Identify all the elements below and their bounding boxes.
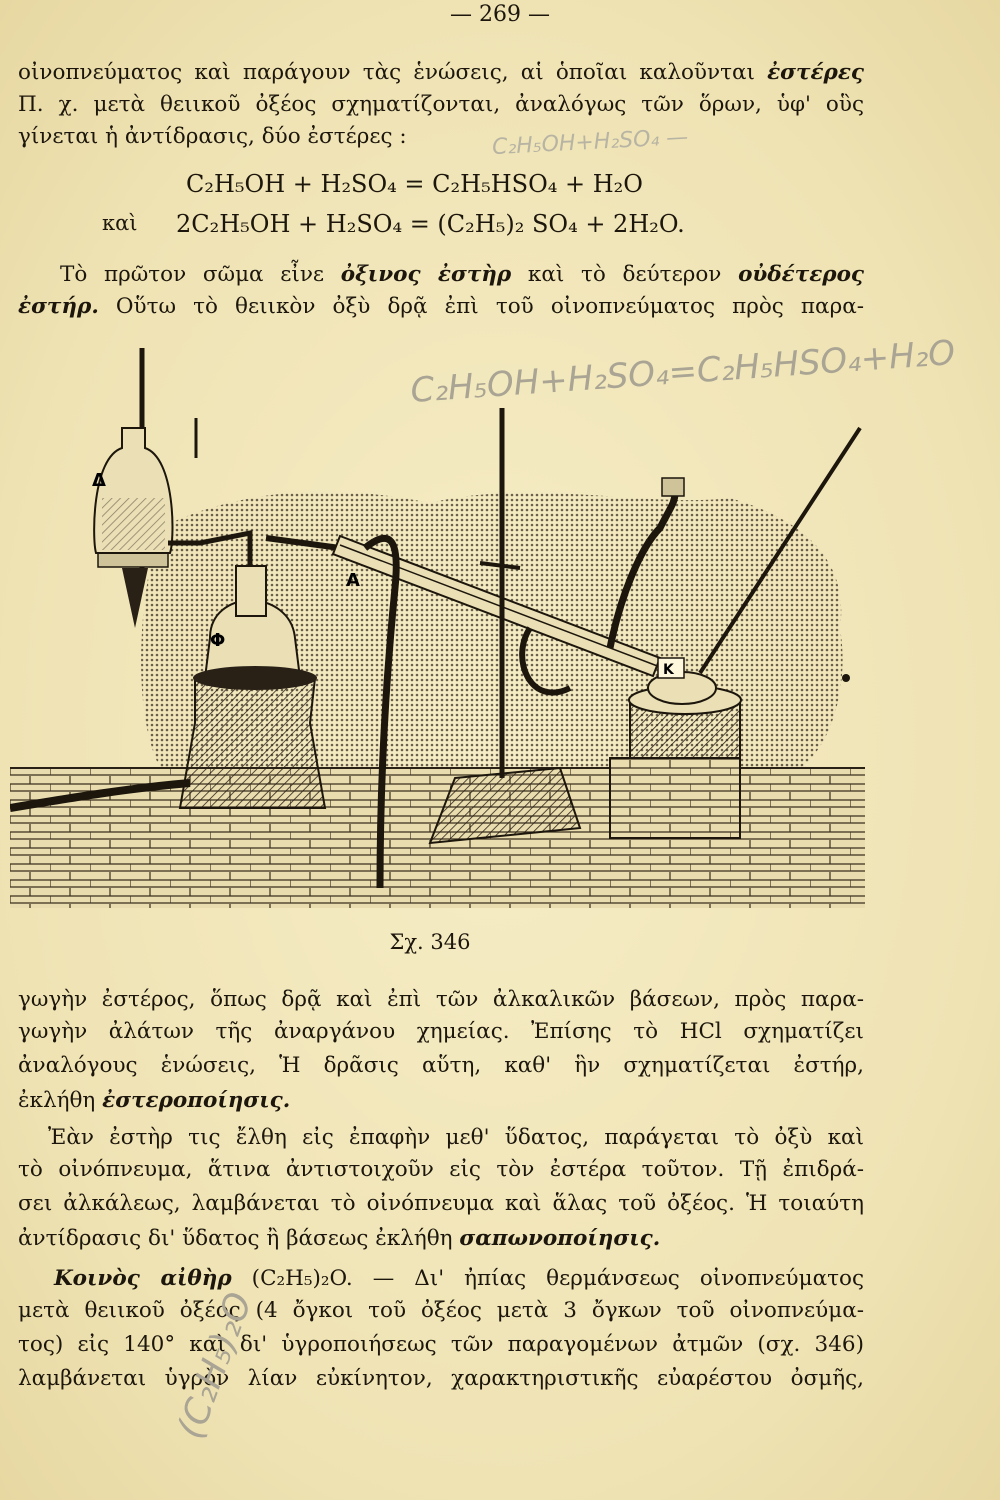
figure-caption: Σχ. 346 xyxy=(389,930,471,954)
handwritten-equation: C₂H₅OH+H₂SO₄=C₂H₅HSO₄+H₂O xyxy=(409,333,957,411)
text-line: σει ἀλκάλεως, λαμβάνεται τὸ οἰνόπνευμα καὶ ἅλας τοῦ ὀξέος. Ἡ τοιαύτη xyxy=(18,1191,864,1216)
bold-term: ἐστεροποίησις. xyxy=(102,1088,291,1113)
bold-term: σαπωνοποίησις. xyxy=(459,1226,661,1251)
text-line: Κοινὸς αἰθὴρ (C₂H₅)₂O. — Δι' ἠπίας θερμάνσεως οἰνοπνεύματος xyxy=(54,1266,865,1291)
text-line: μετὰ θειικοῦ ὀξέος (4 ὄγκοι τοῦ ὀξέος μετὰ 3 ὄγκων τοῦ οἰνοπνεύμα- xyxy=(18,1298,864,1323)
label-phi: Φ xyxy=(210,630,226,651)
text-line: τος) εἰς 140° καὶ δι' ὑγροποιήσεως τῶν παραγομένων ἀτμῶν (σχ. 346) xyxy=(18,1332,864,1357)
text-line: γίνεται ἡ ἀντίδρασις, δύο ἐστέρες : xyxy=(18,124,407,149)
bold-term: ἐστέρες xyxy=(767,60,864,85)
text-line: Ἐὰν ἐστὴρ τις ἔλθη εἰς ἐπαφὴν μεθ' ὕδατος, παράγεται τὸ ὀξὺ καὶ xyxy=(48,1125,864,1150)
label-alpha: Α xyxy=(346,570,360,591)
text-line: τὸ οἰνόπνευμα, ἅτινα ἀντιστοιχοῦν εἰς τὸν ἐστέρα τοῦτον. Τῇ ἐπιδρά- xyxy=(18,1157,864,1182)
apparatus-illustration xyxy=(10,328,865,928)
text-line: οἰνοπνεύματος καὶ παράγουν τὰς ἑνώσεις, αἱ ὁποῖαι καλοῦνται ἐστέρες xyxy=(18,60,864,85)
text-line: ἀντίδρασις δι' ὕδατος ἢ βάσεως ἐκλήθη σαπωνοποίησις. xyxy=(18,1226,661,1251)
equation-2: 2C₂H₅OH + H₂SO₄ = (C₂H₅)₂ SO₄ + 2H₂O. xyxy=(176,210,685,238)
text-line: γωγὴν ἀλάτων τῆς ἀναργάνου χημείας. Ἐπίσης τὸ HCl σχηματίζει xyxy=(18,1019,864,1044)
text-line: ἐστήρ. Οὕτω τὸ θειικὸν ὀξὺ δρᾷ ἐπὶ τοῦ οἰνοπνεύματος πρὸς παρα- xyxy=(18,294,864,319)
text-line: λαμβάνεται ὑγρὸν λίαν εὐκίνητον, χαρακτηριστικῆς εὐαρέστου ὀσμῆς, xyxy=(18,1366,864,1391)
text-line: ἐκλήθη ἐστεροποίησις. xyxy=(18,1088,291,1113)
text-line: ἀναλόγους ἑνώσεις, Ἡ δρᾶσις αὕτη, καθ' ἣν σχηματίζεται ἐστήρ, xyxy=(18,1053,864,1078)
label-delta: Δ xyxy=(92,470,106,491)
handwritten-formula: (C₂H₅)₂O xyxy=(170,1287,261,1445)
text-line: Π. χ. μετὰ θειικοῦ ὀξέος σχηματίζονται, ἀναλόγως τῶν ὅρων, ὑφ' οὓς xyxy=(18,92,864,117)
text-line: Τὸ πρῶτον σῶμα εἶνε ὀξινος ἐστὴρ καὶ τὸ δεύτερον οὐδέτερος xyxy=(60,262,864,287)
equation-1: C₂H₅OH + H₂SO₄ = C₂H₅HSO₄ + H₂O xyxy=(186,170,643,198)
page-number: — 269 — xyxy=(450,2,550,27)
handwritten-note: C₂H₅OH+H₂SO₄ — xyxy=(491,124,689,161)
equation-2-prefix: καὶ xyxy=(102,211,138,235)
label-kappa: Κ xyxy=(663,662,674,678)
text-line: γωγὴν ἐστέρος, ὅπως δρᾷ καὶ ἐπὶ τῶν ἀλκαλικῶν βάσεων, πρὸς παρα- xyxy=(18,987,864,1012)
bold-term: Κοινὸς αἰθὴρ xyxy=(54,1266,232,1291)
